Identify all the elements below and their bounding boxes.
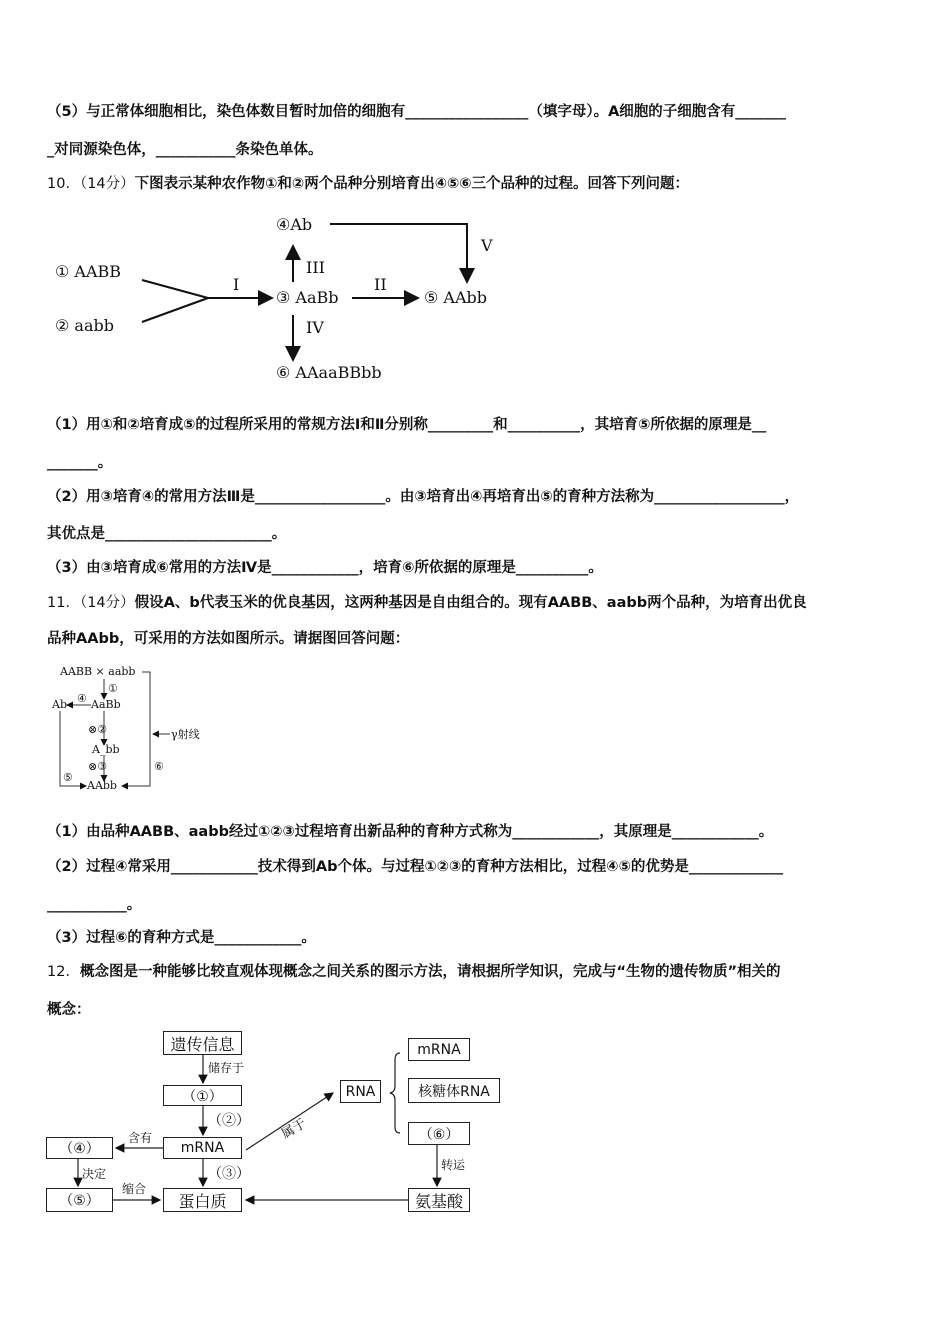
variety-6-label: ⑥ AAaaBBbb bbox=[276, 363, 382, 382]
blank-5-box: （⑤） bbox=[46, 1188, 113, 1212]
q11-stem-line2: 品种AAbb，可采用的方法如图所示。请据图回答问题： bbox=[47, 631, 410, 647]
haploid-ab-label: Ab bbox=[52, 698, 67, 711]
stored-in-label: 储存于 bbox=[208, 1061, 245, 1075]
q12-stem-line2: 概念： bbox=[47, 1002, 91, 1018]
variety-2-label: ② aabb bbox=[55, 316, 114, 335]
blank-2-label: （②） bbox=[208, 1113, 250, 1129]
method-V-label: V bbox=[481, 236, 493, 255]
q9-part5-line1: （5）与正常体细胞相比，染色体数目暂时加倍的细胞有_________________（填字母）。A细胞的子细胞含有_______ bbox=[47, 104, 787, 120]
blank-1-box: （①） bbox=[163, 1085, 242, 1106]
q11-number: 11．（14分） bbox=[47, 595, 135, 611]
belongs-to-label: 属于 bbox=[278, 1116, 310, 1143]
variety-4-label: ④Ab bbox=[276, 215, 313, 234]
rna-box: RNA bbox=[340, 1080, 381, 1103]
q10-stem-text: 下图表示某种农作物①和②两个品种分别培育出④⑤⑥三个品种的过程。回答下列问题： bbox=[134, 176, 690, 192]
transport-label: 转运 bbox=[441, 1158, 466, 1172]
step-4-label: ④ bbox=[77, 692, 87, 705]
method-I-label: I bbox=[233, 275, 240, 294]
q11-part2-line2: ___________。 bbox=[47, 897, 142, 913]
q11-stem-line1 bbox=[47, 593, 807, 613]
q12-stem-text: 概念图是一种能够比较直观体现概念之间关系的图示方法，请根据所学知识，完成与“生物的遗传物质”相关的 bbox=[79, 964, 781, 980]
variety-3-label: ③ AaBb bbox=[276, 288, 339, 307]
q10-part3: （3）由③培育成⑥常用的方法Ⅳ是____________，培育⑥所依据的原理是__________。 bbox=[47, 560, 603, 576]
step-6-label: ⑥ bbox=[154, 760, 164, 773]
method-III-label: III bbox=[306, 258, 325, 277]
amino-acid-box: 氨基酸 bbox=[408, 1188, 470, 1212]
q10-part1-line1: （1）用①和②培育成⑤的过程所采用的常规方法Ⅰ和Ⅱ分别称_________和__________，其培育⑤所依据的原理是__ bbox=[47, 417, 767, 433]
q11-part1: （1）由品种AABB、aabb经过①②③过程培育出新品种的育种方式称为____________，其原理是____________。 bbox=[47, 824, 774, 840]
q10-part2-line2: 其优点是_______________________。 bbox=[47, 526, 287, 542]
step-2-label: ⊗② bbox=[88, 723, 108, 736]
step-1-label: ① bbox=[108, 682, 118, 695]
q12-stem-line1 bbox=[47, 962, 781, 982]
method-IV-label: IV bbox=[306, 318, 324, 337]
step-5-label: ⑤ bbox=[63, 771, 73, 784]
mrna-box: mRNA bbox=[163, 1137, 242, 1159]
q10-part1-line2: _______。 bbox=[47, 455, 113, 471]
a-bb-label: A_bb bbox=[92, 743, 120, 756]
f1-label: AaBb bbox=[91, 698, 121, 711]
determines-label: 决定 bbox=[82, 1167, 107, 1181]
variety-5-label: ⑤ AAbb bbox=[424, 288, 488, 307]
aabb-target-label: AAbb bbox=[87, 779, 117, 792]
blank-4-box: （④） bbox=[46, 1137, 113, 1159]
q10-part2-line1: （2）用③培育④的常用方法Ⅲ是__________________。由③培育出④再培育出⑤的育种方法称为__________________， bbox=[47, 489, 800, 505]
blank-6-box: （⑥） bbox=[408, 1122, 470, 1145]
protein-box: 蛋白质 bbox=[163, 1188, 242, 1212]
genetic-info-box: 遗传信息 bbox=[163, 1031, 242, 1055]
condense-label: 缩合 bbox=[122, 1182, 147, 1196]
q11-part2-line1: （2）过程④常采用____________技术得到Ab个体。与过程①②③的育种方法相比，过程④⑤的优势是_____________ bbox=[47, 859, 784, 875]
method-II-label: II bbox=[374, 275, 387, 294]
gamma-ray-label: γ射线 bbox=[171, 728, 200, 741]
rrna-box: 核糖体RNA bbox=[408, 1078, 500, 1103]
parents-cross-label: AABB × aabb bbox=[60, 665, 136, 678]
step-3-label: ⊗③ bbox=[88, 760, 108, 773]
q11-stem-text: 假设A、b代表玉米的优良基因，这两种基因是自由组合的。现有AABB、aabb两个品种，为培育出优良 bbox=[134, 595, 807, 611]
blank-3-label: （③） bbox=[208, 1166, 250, 1182]
q9-part5-line2: _对同源染色体，___________条染色单体。 bbox=[47, 142, 323, 158]
q12-number: 12． bbox=[47, 964, 80, 980]
contains-label: 含有 bbox=[128, 1131, 153, 1145]
mrna-type-box: mRNA bbox=[408, 1038, 470, 1061]
variety-1-label: ① AABB bbox=[55, 262, 122, 281]
q11-part3: （3）过程⑥的育种方式是____________。 bbox=[47, 930, 316, 946]
q10-number: 10．（14分） bbox=[47, 176, 135, 192]
